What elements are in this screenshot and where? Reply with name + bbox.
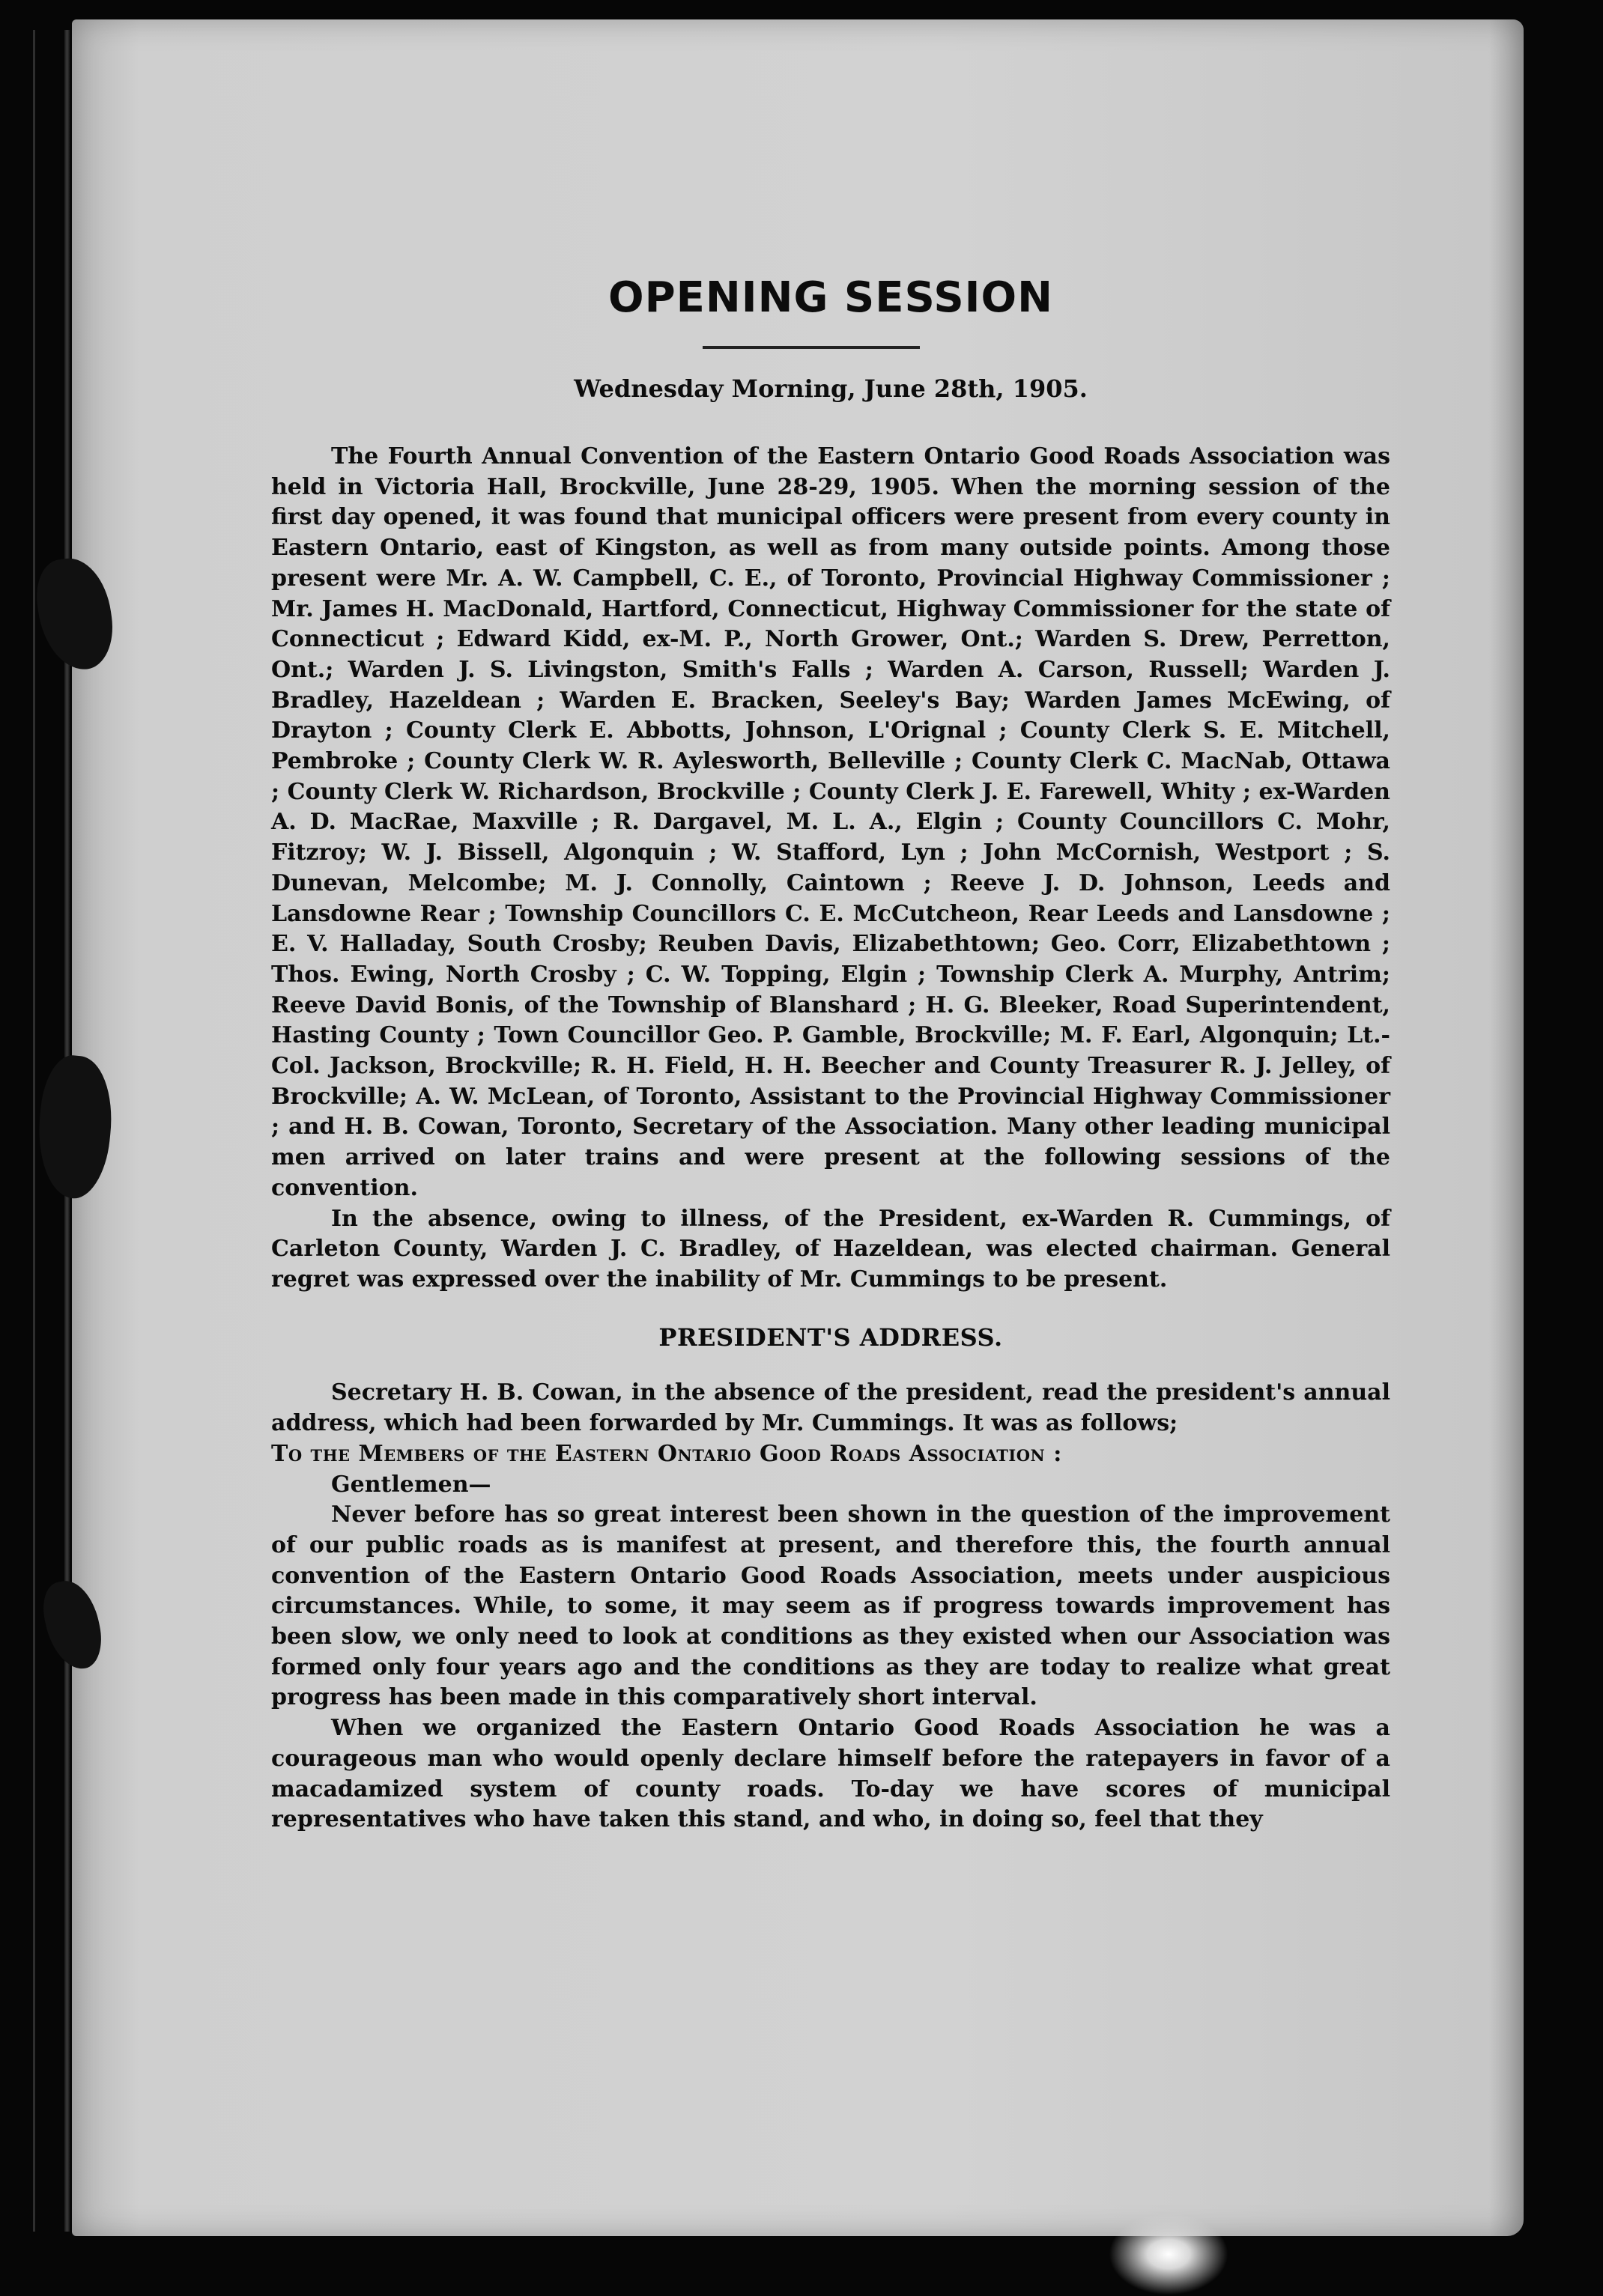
address-greeting: Gentlemen—: [331, 1471, 491, 1498]
address-salutation: To the Members of the Eastern Ontario Good Roads Association :: [271, 1440, 1062, 1467]
body-text: [271, 442, 1390, 1835]
page-edge-shadow: [1489, 19, 1524, 2236]
paragraph-organization: When we organized the Eastern Ontario Good Roads Association he was a courageous man who would openly declare himself before the ratepayers in favor of a macadamized system of county roads. To-day we have scores of municipal representatives who have taken this stand, and who, in doing so, feel that they: [271, 1715, 1390, 1833]
binding-edge-line: [33, 30, 35, 2232]
paragraph-attendees: The Fourth Annual Convention of the Eastern Ontario Good Roads Association was held in Victoria Hall, Brockville, June 28-29, 1905. When the morning session of the first day opened, it was found that municipal officers were present from every county in Eastern Ontario, east of Kingston, as well as from many outside points. Among those present were Mr. A. W. Campbell, C. E., of Toronto, Provincial Highway Commissioner ; Mr. James H. MacDonald, Hartford, Connecticut, Highway Commissioner for the state of Connecticut ; Edward Kidd, ex-M. P., North Grower, Ont.; Warden S. Drew, Perretton, Ont.; Warden J. S. Livingston, Smith's Falls ; Warden A. Carson, Russell; Warden J. Bradley, Hazeldean ; Warden E. Bracken, Seeley's Bay; Warden James McEwing, of Drayton ; County Clerk E. Abbotts, Johnson, L'Orignal ; County Clerk S. E. Mitchell, Pembroke ; County Clerk W. R. Aylesworth, Belleville ; County Clerk C. MacNab, Ottawa ; County Clerk W. Richardson, Brockville ; County Clerk J. E. Farewell, Whity ; ex-Warden A. D. MacRae, Maxville ; R. Dargavel, M. L. A., Elgin ; County Councillors C. Mohr, Fitzroy; W. J. Bissell, Algonquin ; W. Stafford, Lyn ; John McCornish, Westport ; S. Dunevan, Melcombe; M. J. Connolly, Caintown ; Reeve J. D. Johnson, Leeds and Lansdowne Rear ; Township Councillors C. E. McCutcheon, Rear Leeds and Lansdowne ; E. V. Halladay, South Crosby; Reuben Davis, Elizabethtown; Geo. Corr, Elizabethtown ; Thos. Ewing, North Crosby ; C. W. Topping, Elgin ; Township Clerk A. Murphy, Antrim; Reeve David Bonis, of the Township of Blanshard ; H. G. Bleeker, Road Superintendent, Hasting County ; Town Councillor Geo. P. Gamble, Brockville; M. F. Earl, Algonquin; Lt.-Col. Jackson, Brockville; R. H. Field, H. H. Beecher and County Treasurer R. J. Jelley, of Brockville; A. W. McLean, of Toronto, Assistant to the Provincial Highway Commissioner ; and H. B. Cowan, Toronto, Secretary of the Association. Many other leading municipal men arrived on later trains and were present at the following sessions of the convention.: [271, 443, 1390, 1201]
light-glare: [1109, 2213, 1228, 2295]
page-title: OPENING SESSION: [608, 273, 1053, 322]
paragraph-chairman: In the absence, owing to illness, of the President, ex-Warden R. Cummings, of Carleton County, Warden J. C. Bradley, of Hazeldean, was elected chairman. General regret was expressed over the inability of Mr. Cummings to be present.: [271, 1205, 1390, 1293]
section-heading: PRESIDENT'S ADDRESS.: [658, 1322, 1003, 1352]
paragraph-progress: Never before has so great interest been shown in the question of the improvement of our public roads as is manifest at present, and therefore this, the fourth annual convention of the Eastern Ontario Good Roads Association, meets under auspicious circumstances. While, to some, it may seem as if progress towards improvement has been slow, we only need to look at conditions as they existed when our Association was formed only four years ago and the conditions as they are today to realize what great progress has been made in this comparatively short interval.: [271, 1501, 1390, 1711]
session-dateline: Wednesday Morning, June 28th, 1905.: [574, 374, 1088, 403]
paragraph-address-intro: Secretary H. B. Cowan, in the absence of the president, read the president's annual address, which had been forwarded by Mr. Cummings. It was as follows;: [271, 1379, 1390, 1437]
title-divider: [703, 346, 920, 349]
